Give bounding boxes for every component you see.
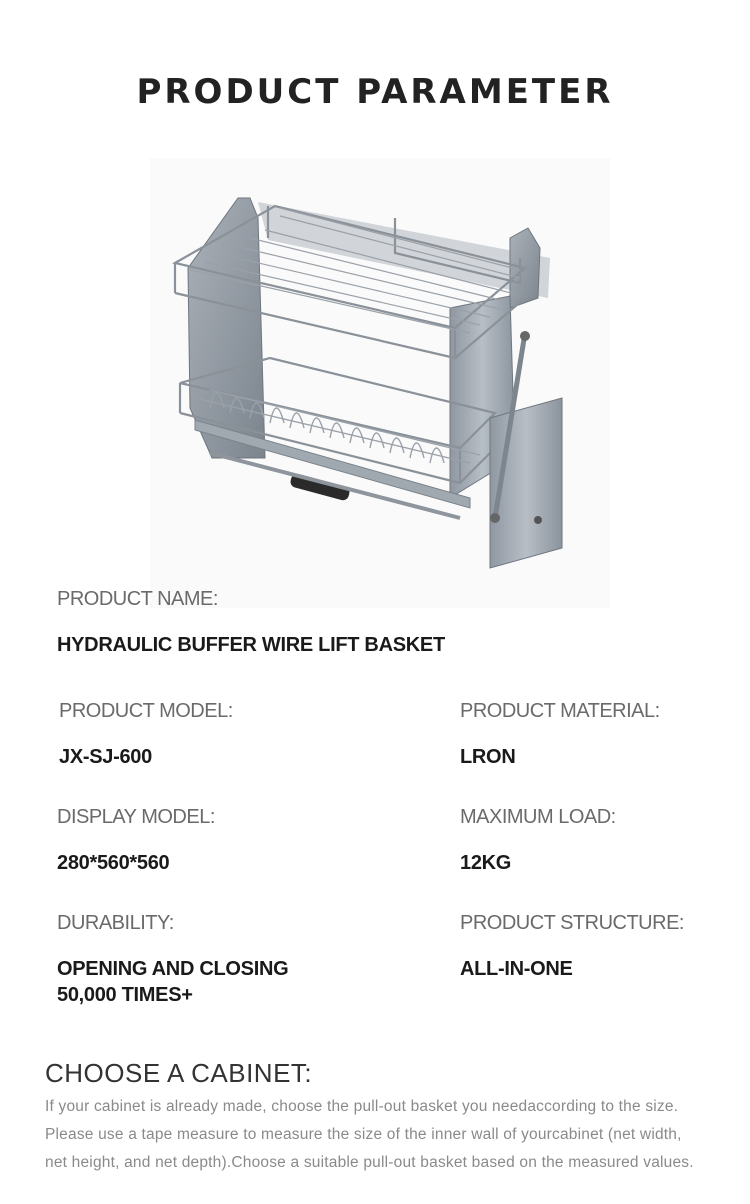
product-image <box>150 158 610 608</box>
durability-value-line1: OPENING AND CLOSING <box>57 958 289 980</box>
page-title: PRODUCT PARAMETER <box>136 72 614 112</box>
product-name-label: PRODUCT NAME: <box>57 588 218 610</box>
product-structure-label: PRODUCT STRUCTURE: <box>460 912 684 934</box>
cabinet-text-line1: If your cabinet is already made, choose the pull-out basket you needaccording to the size. <box>45 1098 679 1115</box>
product-material-label: PRODUCT MATERIAL: <box>460 700 660 722</box>
display-model-label: DISPLAY MODEL: <box>57 806 215 828</box>
product-material-value: LRON <box>460 746 516 768</box>
durability-value-line2: 50,000 TIMES+ <box>57 984 193 1006</box>
maximum-load-label: MAXIMUM LOAD: <box>460 806 616 828</box>
choose-cabinet-text <box>45 1093 725 1177</box>
cabinet-text-line2: Please use a tape measure to measure the size of the inner wall of yourcabinet (net width, <box>45 1126 682 1143</box>
choose-cabinet-title: CHOOSE A CABINET: <box>45 1058 313 1088</box>
maximum-load-value: 12KG <box>460 852 512 874</box>
product-model-value: JX-SJ-600 <box>59 746 152 768</box>
pull-out-basket-icon <box>150 158 610 608</box>
product-name-value: HYDRAULIC BUFFER WIRE LIFT BASKET <box>57 634 445 656</box>
cabinet-text-line3: net height, and net depth).Choose a suitable pull-out basket based on the measured values. <box>45 1154 694 1171</box>
display-model-value: 280*560*560 <box>57 852 170 874</box>
durability-label: DURABILITY: <box>57 912 174 934</box>
product-structure-value: ALL-IN-ONE <box>460 958 573 980</box>
product-model-label: PRODUCT MODEL: <box>59 700 233 722</box>
